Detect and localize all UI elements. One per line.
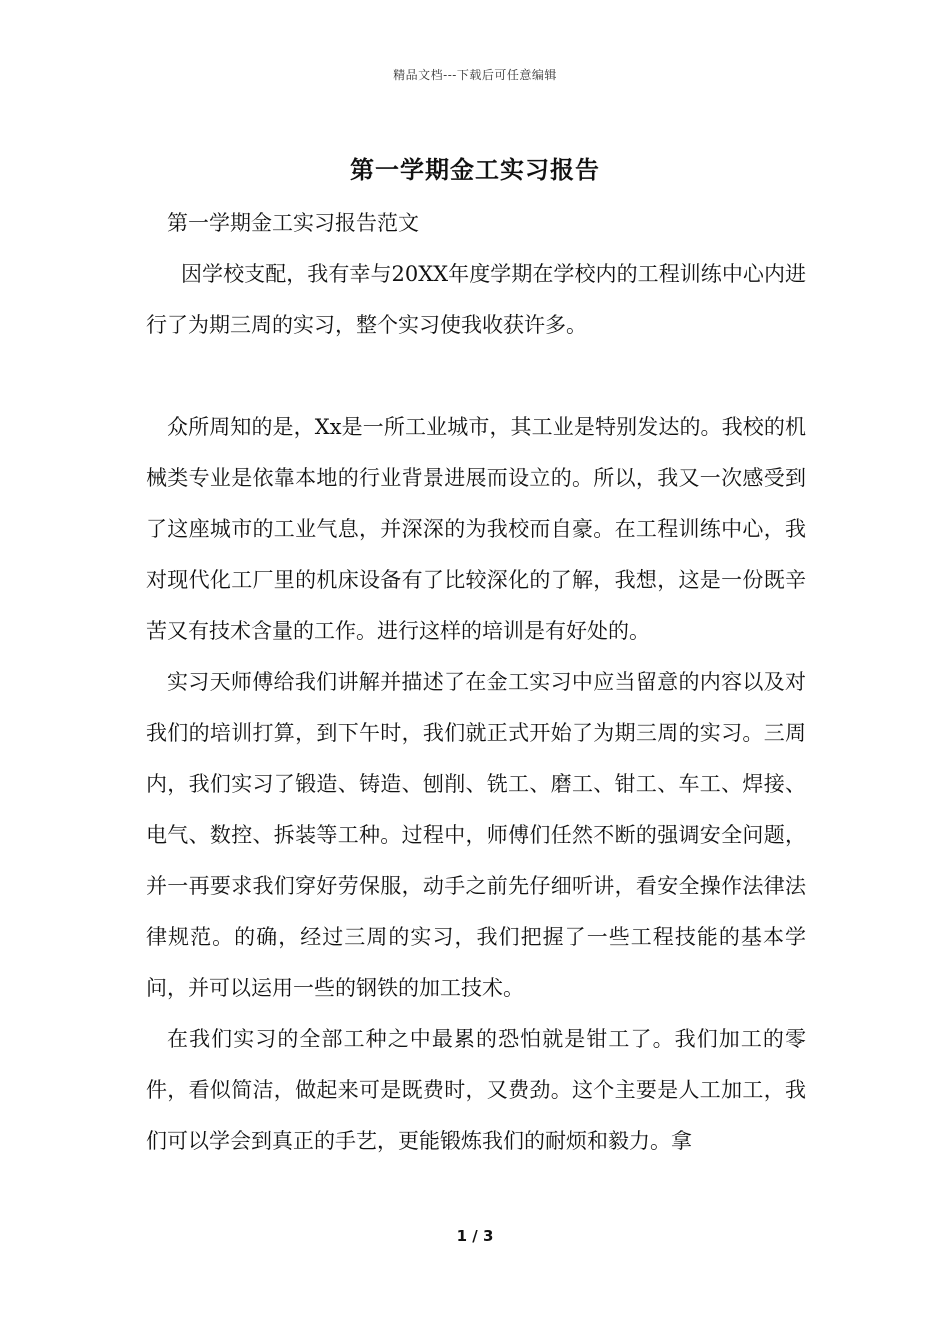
paragraph-3: 实习天师傅给我们讲解并描述了在金工实习中应当留意的内容以及对我们的培训打算，到下午时，我们就正式开始了为期三周的实习。三周内，我们实习了锻造、铸造、刨削、铣工、磨工、钳工、车工、焊接、电气、数控、拆装等工种。过程中，师傅们任然不断的强调安全问题，并一再要求我们穿好劳保服，动手之前先仔细听讲，看安全操作法律法律规范。的确，经过三周的实习，我们把握了一些工程技能的基本学问，并可以运用一些的钢铁的加工技术。: [146, 670, 806, 1000]
paragraph-2: 众所周知的是，Xx是一所工业城市，其工业是特别发达的。我校的机械类专业是依靠本地的行业背景进展而设立的。所以，我又一次感受到了这座城市的工业气息，并深深的为我校而自豪。在工程训练中心，我对现代化工厂里的机床设备有了比较深化的了解，我想，这是一份既辛苦又有技术含量的工作。进行这样的培训是有好处的。: [146, 415, 806, 643]
page-number: 1 / 3: [456, 1227, 494, 1245]
paragraph-4: 在我们实习的全部工种之中最累的恐怕就是钳工了。我们加工的零件，看似简洁，做起来可是既费时，又费劲。这个主要是人工加工，我们可以学会到真正的手艺，更能锻炼我们的耐烦和毅力。拿: [146, 1027, 806, 1153]
document-title: 第一学期金工实习报告: [350, 155, 600, 184]
document-body: [146, 198, 806, 1167]
document-subtitle: 第一学期金工实习报告范文: [167, 211, 419, 235]
paragraph-1: 因学校支配，我有幸与20XX年度学期在学校内的工程训练中心内进行了为期三周的实习，整个实习使我收获许多。: [146, 262, 806, 337]
paragraph-gap: [146, 351, 806, 402]
header-note: 精品文档---下载后可任意编辑: [393, 68, 557, 82]
